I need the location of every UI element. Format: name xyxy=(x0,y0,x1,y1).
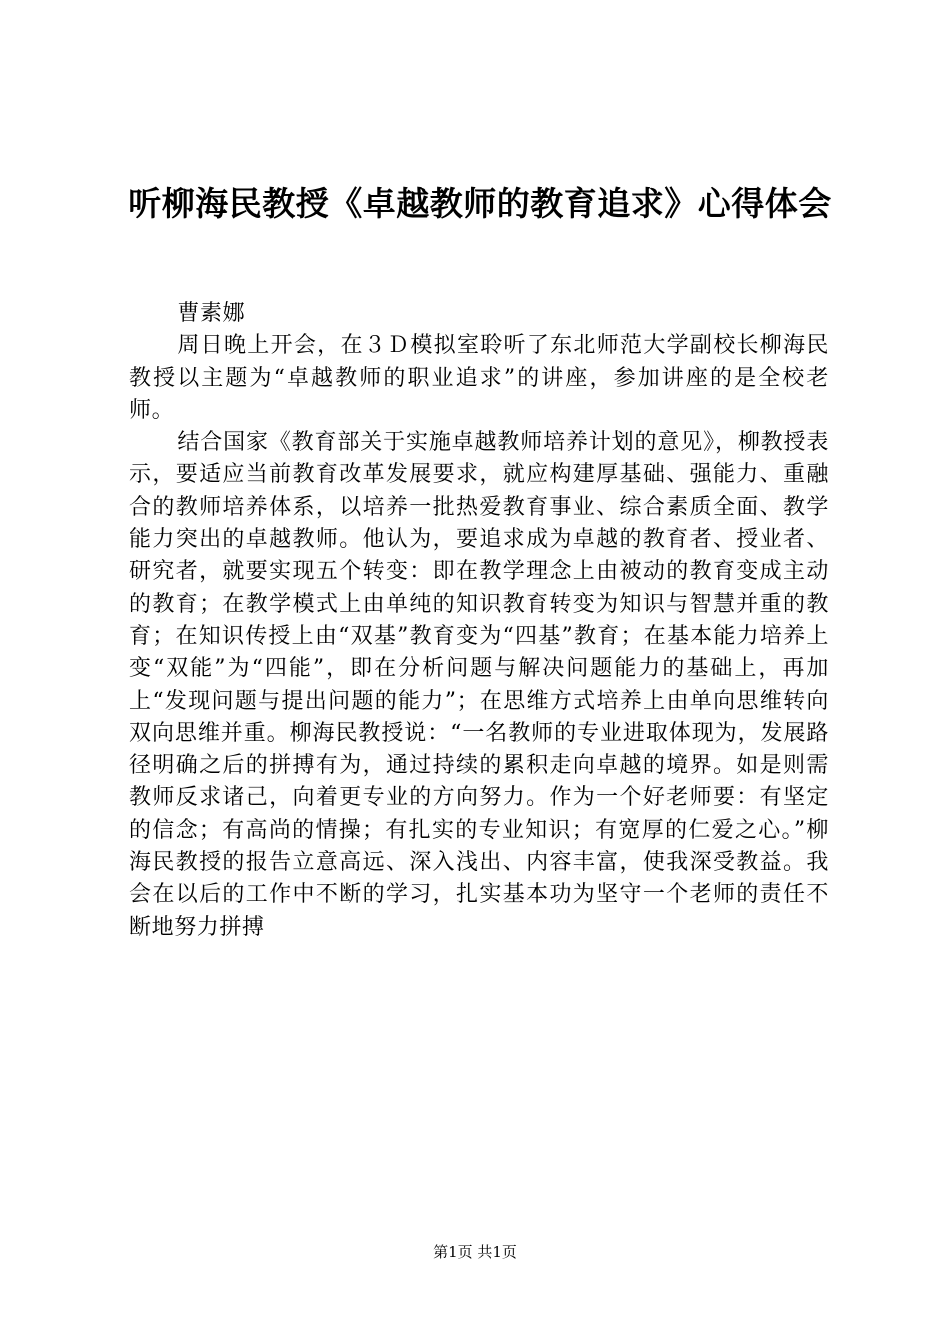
page-number-footer: 第1页 共1页 xyxy=(433,1243,517,1261)
paragraph-2: 结合国家《教育部关于实施卓越教师培养计划的意见》，柳教授表示，要适应当前教育改革发展要求，就应构建厚基础、强能力、重融合的教师培养体系，以培养一批热爱教育事业、综合素质全面、教学能力突出的卓越教师。他认为，要追求成为卓越的教育者、授业者、研究者，就要实现五个转变：即在教学理念上由被动的教育变成主动的教育；在教学模式上由单纯的知识教育转变为知识与智慧并重的教育；在知识传授上由“双基”教育变为“四基”教育；在基本能力培养上变“双能”为“四能”，即在分析问题与解决问题能力的基础上，再加上“发现问题与提出问题的能力”；在思维方式培养上由单向思维转向双向思维并重。柳海民教授说：“一名教师的专业进取体现为，发展路径明确之后的拼搏有为，通过持续的累积走向卓越的境界。如是则需教师反求诸己，向着更专业的方向努力。作为一个好老师要：有坚定的信念；有高尚的情操；有扎实的专业知识；有宽厚的仁爱之心。”柳海民教授的报告立意高远、深入浅出、内容丰富，使我深受教益。我会在以后的工作中不断的学习，扎实基本功为坚守一个老师的责任不断地努力拼搏 xyxy=(129,430,829,940)
author-name: 曹素娜 xyxy=(177,301,246,326)
document-title: 听柳海民教授《卓越教师的教育追求》心得体会 xyxy=(128,184,832,223)
paragraph-1: 周日晚上开会，在３Ｄ模拟室聆听了东北师范大学副校长柳海民教授以主题为“卓越教师的职业追求”的讲座，参加讲座的是全校老师。 xyxy=(129,333,829,423)
document-body xyxy=(129,298,829,944)
